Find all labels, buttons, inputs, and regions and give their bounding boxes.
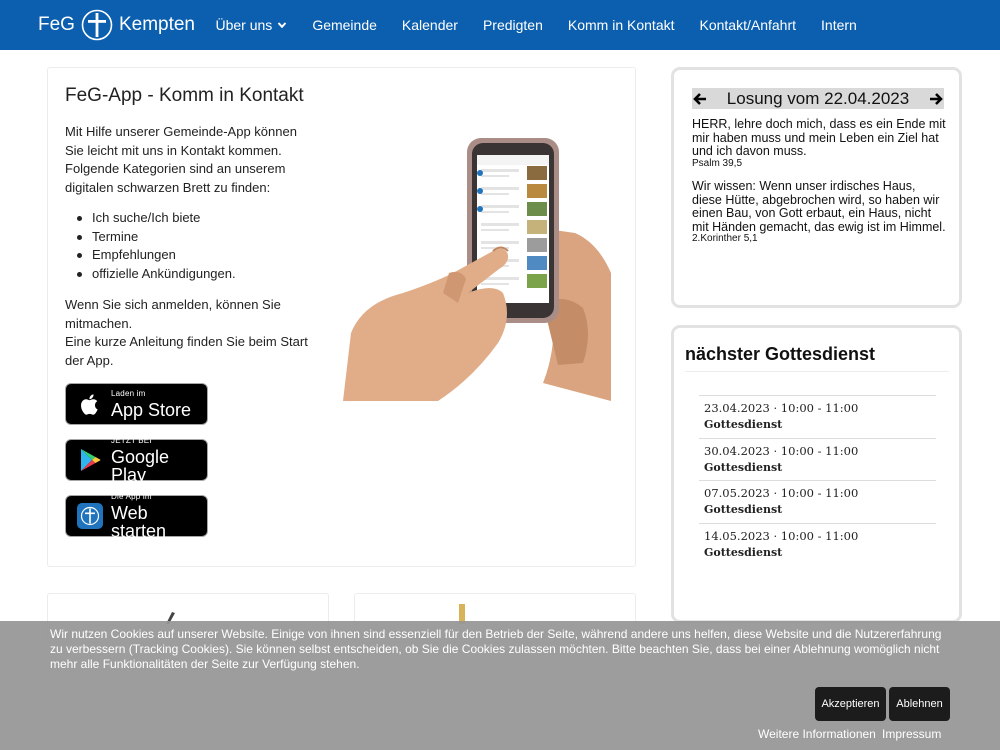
nav-item-intern[interactable] [809, 17, 870, 33]
losung-verse-2: Wir wissen: Wenn unser irdisches Haus, diese Hütte, abgebrochen wird, so haben wir einen Bau, von Gott erbaut, ein Haus, nicht mit Händen gemacht, das ewig ist im Himmel. [692, 179, 946, 234]
nav-label: Kalender [401, 17, 458, 33]
cross-logo-icon [81, 9, 113, 41]
list-item[interactable] [699, 480, 936, 523]
list-item: Empfehlungen [65, 246, 325, 265]
card-image [48, 594, 330, 624]
feg-app-icon [76, 502, 104, 530]
list-item[interactable] [699, 395, 936, 438]
outro-text [65, 296, 315, 370]
app-store-small-label: Laden im [111, 388, 146, 398]
app-info-card [47, 67, 636, 567]
nav-item-gemeinde[interactable] [300, 17, 390, 33]
nav-item-kontakt-anfahrt[interactable] [687, 17, 809, 33]
decline-cookies-button[interactable]: Ablehnen [889, 687, 950, 721]
logo-text-left: FeG [38, 14, 75, 35]
list-item: Ich suche/Ich biete [65, 209, 325, 228]
service-list [699, 395, 936, 565]
nav-item-predigten[interactable] [470, 17, 555, 33]
google-play-label: Google Play [111, 446, 170, 485]
list-item: Termine [65, 228, 325, 247]
phone-in-hand-image [343, 133, 613, 401]
page-title: FeG-App - Komm in Kontakt [65, 85, 304, 106]
app-store-button[interactable] [65, 383, 208, 425]
apple-icon [76, 390, 104, 418]
more-info-link[interactable]: Weitere Informationen [758, 727, 876, 741]
google-play-small-label: JETZT BEI [111, 435, 152, 445]
service-name: Gottesdienst [704, 503, 783, 516]
list-item: offizielle Ankündigungen. [65, 265, 325, 284]
losung-header [692, 88, 944, 109]
nav-label: Predigten [482, 17, 543, 33]
chevron-down-icon [277, 20, 287, 30]
next-service-title: nächster Gottesdienst [685, 344, 876, 364]
service-date: 23.04.2023 · 10:00 - 11:00 [704, 401, 859, 415]
next-service-widget [671, 325, 962, 623]
top-navbar [0, 0, 1000, 50]
accept-cookies-button[interactable]: Akzeptieren [815, 687, 886, 721]
imprint-link[interactable]: Impressum [882, 727, 942, 741]
web-app-button[interactable] [65, 491, 208, 541]
service-date: 14.05.2023 · 10:00 - 11:00 [704, 528, 859, 543]
arrow-right-icon[interactable] [928, 91, 944, 107]
google-play-button[interactable] [65, 435, 208, 485]
outro-line-2: Eine kurze Anleitung finden Sie beim Start der App. [65, 334, 308, 368]
losung-verse-1: HERR, lehre doch mich, dass es ein Ende mit mir haben muss und mein Leben ein Ziel hat und ich davon muss. [692, 117, 946, 158]
cookie-banner [0, 621, 1000, 750]
logo-text-right: Kempten [118, 14, 195, 35]
service-date: 30.04.2023 · 10:00 - 11:00 [704, 443, 859, 458]
list-item[interactable] [699, 523, 936, 566]
outro-line-1: Wenn Sie sich anmelden, können Sie mitmachen. [65, 297, 281, 331]
app-store-label: App Store [111, 399, 192, 420]
web-app-small-label: Die App im [111, 491, 152, 501]
nav-item-ueber-uns[interactable] [203, 17, 300, 33]
nav-label: Komm in Kontakt [567, 17, 675, 33]
intro-text: Mit Hilfe unserer Gemeinde-App können Sie leicht mit uns in Kontakt kommen. Folgende Kategorien sind an unserem digitalen schwarzen Brett zu finden: [65, 124, 297, 195]
google-play-icon [76, 446, 104, 474]
list-item[interactable] [699, 438, 936, 481]
arrow-left-icon[interactable] [692, 91, 708, 107]
service-date: 07.05.2023 · 10:00 - 11:00 [704, 486, 859, 500]
cookie-text: Wir nutzen Cookies auf unserer Website. Einige von ihnen sind essenziell für den Betrieb der Seite, während andere uns helfen, diese Website und die Nutzererfahrung zu verbessern (Tracking Cookies). Sie können selbst entscheiden, ob Sie die Cookies zulassen möchten. Bitte beachten Sie, dass bei einer Ablehnung womöglich nicht mehr alle Funktionalitäten der Seite zur Verfügung stehen. [50, 627, 942, 671]
nav-label: Über uns [215, 17, 273, 33]
divider [685, 371, 949, 372]
service-name: Gottesdienst [704, 460, 783, 474]
service-name: Gottesdienst [704, 418, 783, 431]
nav-label: Kontakt/Anfahrt [699, 17, 797, 33]
nav-label: Intern [821, 17, 857, 33]
losung-ref-2: 2.Korinther 5,1 [692, 233, 758, 244]
losung-title: Losung vom 22.04.2023 [726, 88, 910, 108]
nav-item-kalender[interactable] [389, 17, 470, 33]
site-logo[interactable] [38, 9, 195, 41]
nav-item-komm-in-kontakt[interactable] [555, 17, 687, 33]
losung-widget [671, 67, 962, 308]
main-nav [203, 0, 869, 50]
losung-ref-1: Psalm 39,5 [692, 158, 743, 169]
service-name: Gottesdienst [704, 545, 783, 559]
nav-label: Gemeinde [312, 17, 377, 33]
card-image [355, 594, 637, 624]
web-app-label: Web starten [111, 502, 167, 541]
category-list [65, 209, 325, 283]
